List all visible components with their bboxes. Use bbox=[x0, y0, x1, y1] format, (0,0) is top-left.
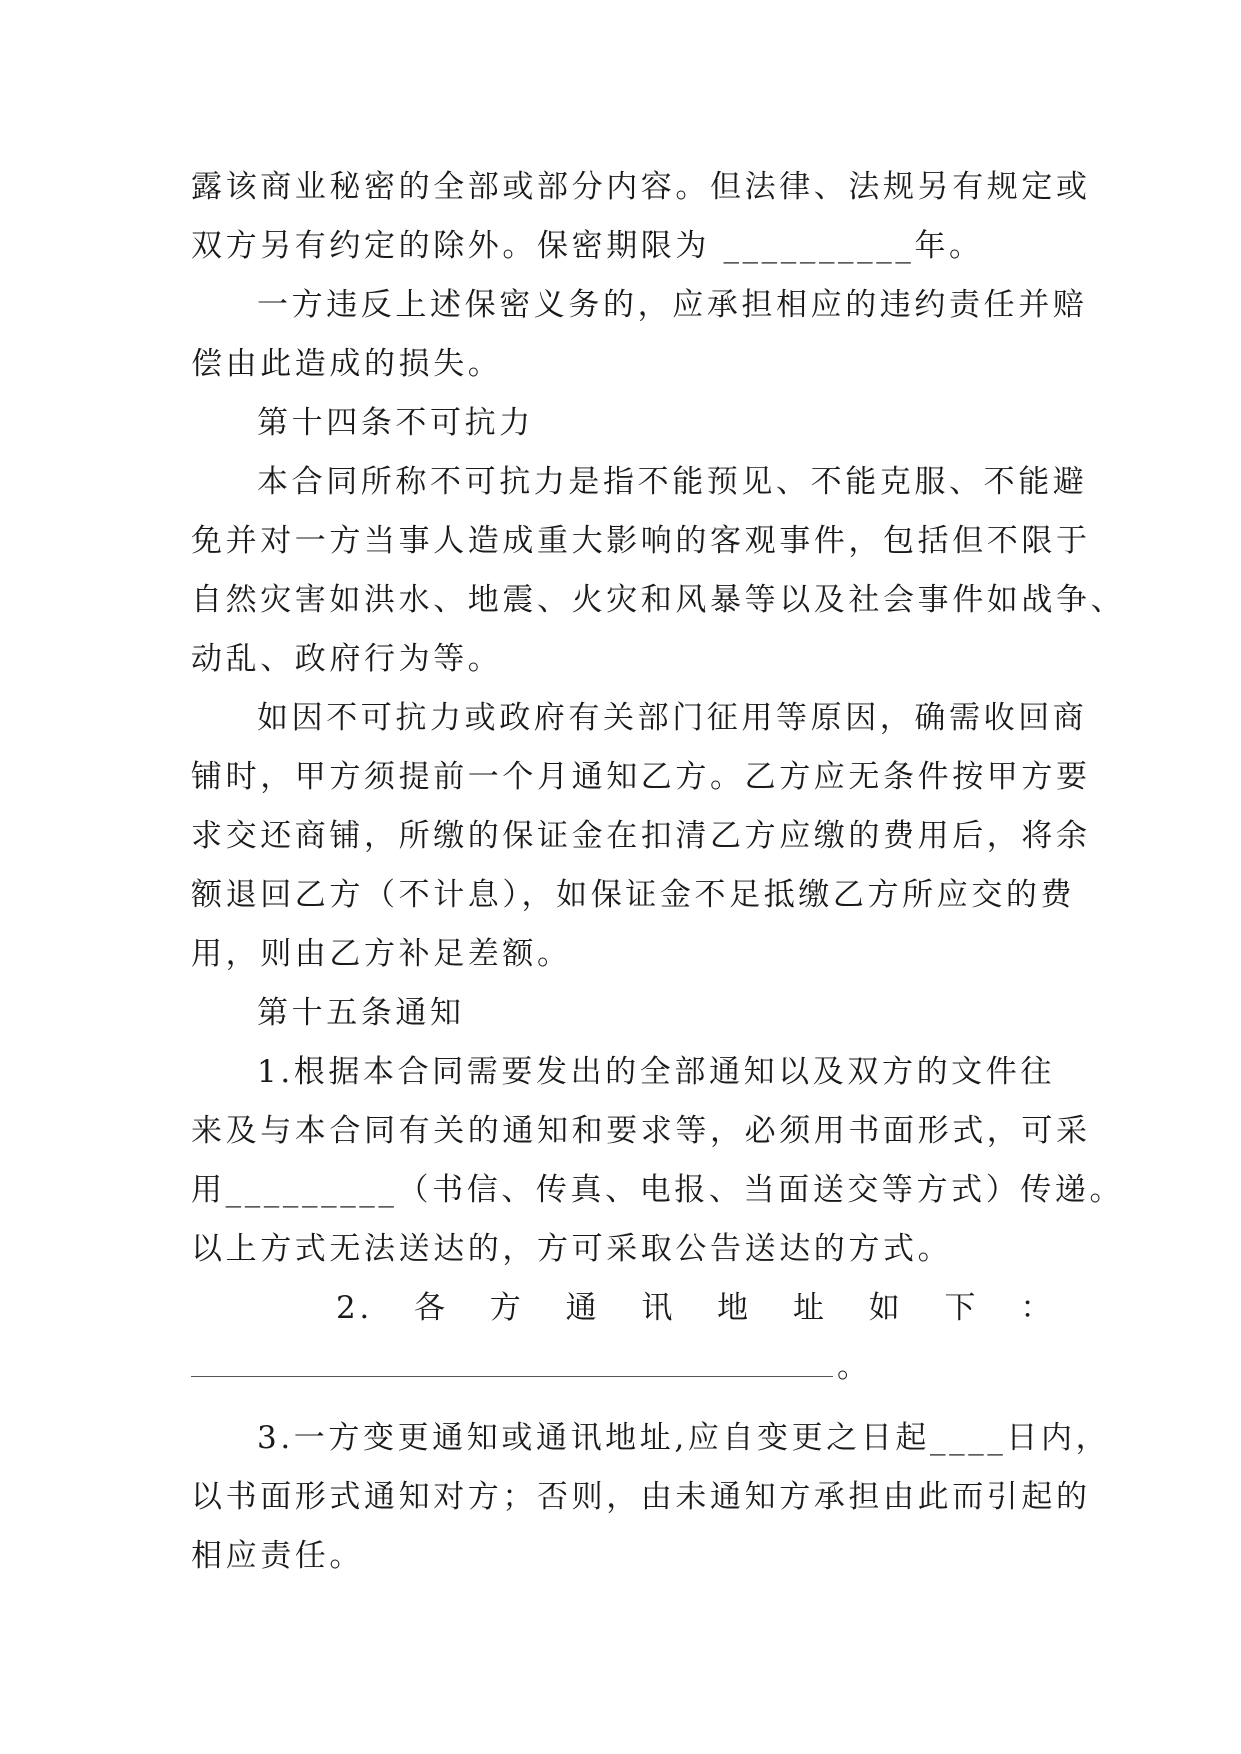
text-line: 露该商业秘密的全部或部分内容。但法律、法规另有规定或 bbox=[191, 169, 1091, 205]
address-heading-char: 址 bbox=[792, 1290, 828, 1326]
text-line: 偿由此造成的损失。 bbox=[191, 346, 503, 382]
text-line: 自然灾害如洪水、地震、火灾和风暴等以及社会事件如战争、 bbox=[191, 582, 1126, 618]
document-body bbox=[191, 158, 1126, 1586]
paragraph-start: 如因不可抗力或政府有关部门征用等原因，确需收回商 bbox=[257, 700, 1088, 736]
text-line: 以书面形式通知对方；否则，由未通知方承担由此而引起的 bbox=[191, 1479, 1091, 1515]
address-end-mark: 。 bbox=[837, 1349, 872, 1385]
paragraph-start: 一方违反上述保密义务的，应承担相应的违约责任并赔 bbox=[257, 287, 1088, 323]
text-line: 额退回乙方（不计息），如保证金不足抵缴乙方所应交的费 bbox=[191, 877, 1076, 913]
address-heading-char: 通 bbox=[565, 1290, 601, 1326]
paragraph-start: 3.一方变更通知或通讯地址,应自变更之日起____日内， bbox=[257, 1420, 1111, 1456]
address-heading-char: ： bbox=[1020, 1290, 1055, 1326]
text-line: 以上方式无法送达的，方可采取公告送达的方式。 bbox=[191, 1231, 953, 1267]
address-heading-char: 下 bbox=[944, 1290, 980, 1326]
address-blank-line bbox=[191, 1338, 1055, 1397]
text-line: 用_________（书信、传真、电报、当面送交等方式）传递。 bbox=[191, 1172, 1125, 1208]
address-heading-char: 讯 bbox=[641, 1290, 676, 1326]
text-line: 铺时，甲方须提前一个月通知乙方。乙方应无条件按甲方要 bbox=[191, 759, 1091, 795]
address-heading-char: 地 bbox=[717, 1290, 752, 1326]
spacer bbox=[191, 1397, 1055, 1409]
text-line: 双方另有约定的除外。保密期限为 __________年。 bbox=[191, 228, 984, 264]
article-heading: 第十四条不可抗力 bbox=[257, 405, 534, 441]
text-line: 来及与本合同有关的通知和要求等，必须用书面形式，可采 bbox=[191, 1113, 1091, 1149]
text-line: 求交还商铺，所缴的保证金在扣清乙方应缴的费用后，将余 bbox=[191, 818, 1091, 854]
text-line: 用，则由乙方补足差额。 bbox=[191, 936, 572, 972]
address-heading-char: 2. bbox=[336, 1290, 373, 1326]
text-line: 动乱、政府行为等。 bbox=[191, 641, 503, 677]
paragraph-start: 本合同所称不可抗力是指不能预见、不能克服、不能避 bbox=[257, 464, 1088, 500]
paragraph-start: 1.根据本合同需要发出的全部通知以及双方的文件往 bbox=[257, 1054, 1055, 1090]
address-heading-char: 各 bbox=[413, 1290, 449, 1326]
address-blank bbox=[191, 1354, 833, 1377]
text-line: 相应责任。 bbox=[191, 1538, 364, 1574]
address-heading-line bbox=[191, 1279, 1055, 1338]
text-line: 免并对一方当事人造成重大影响的客观事件，包括但不限于 bbox=[191, 523, 1091, 559]
address-heading-char: 如 bbox=[868, 1290, 904, 1326]
address-heading-char: 方 bbox=[489, 1290, 525, 1326]
article-heading: 第十五条通知 bbox=[257, 995, 465, 1031]
